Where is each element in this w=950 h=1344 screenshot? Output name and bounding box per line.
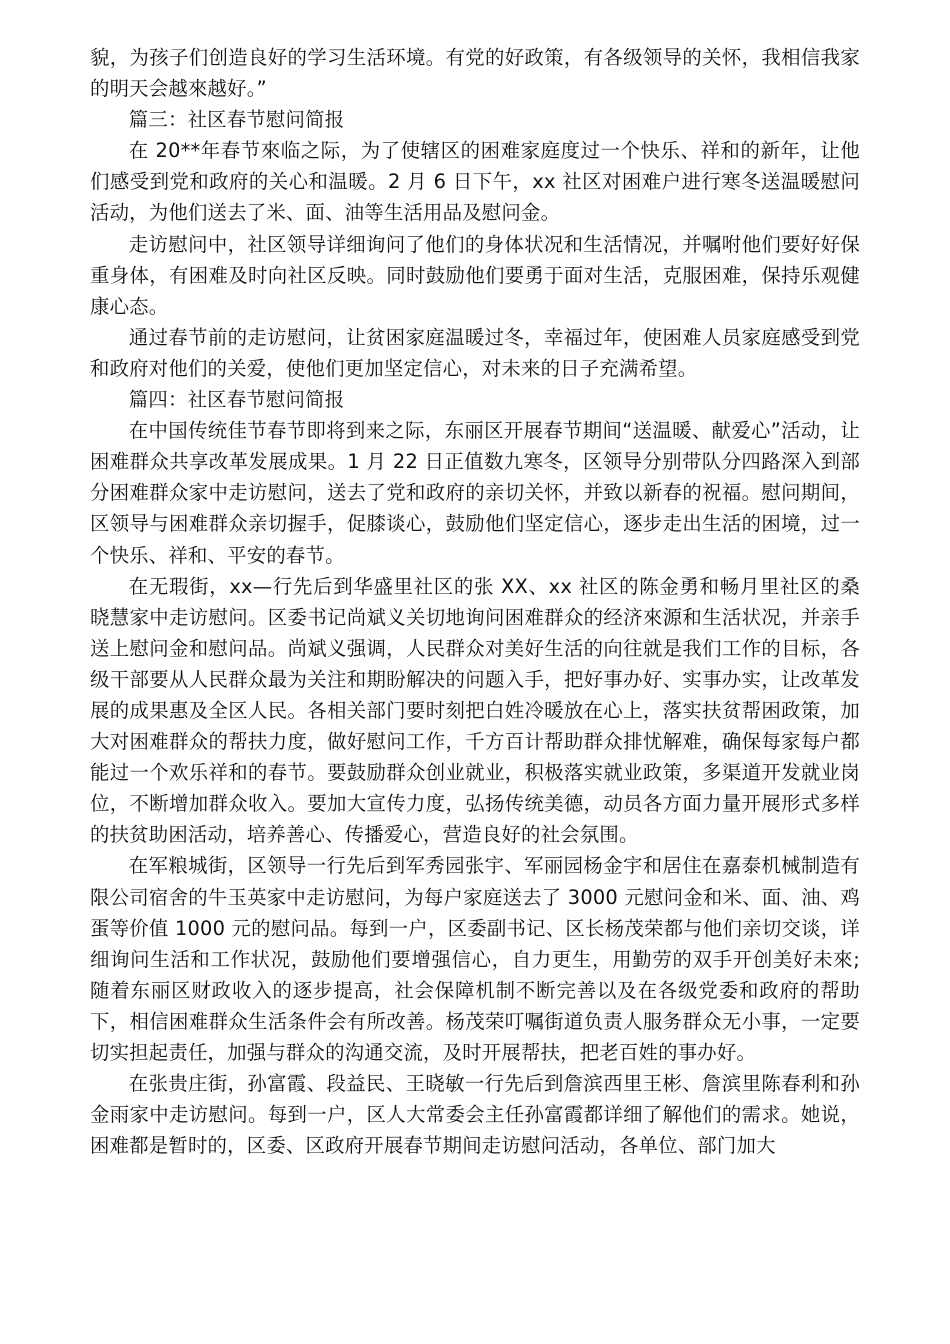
- paragraph: 在军粮城街，区领导一行先后到军秀园张宇、军丽园杨金宇和居住在嘉泰机械制造有限公司宿舍的牛玉英家中走访慰问，为每户家庭送去了 3000 元慰问金和米、面、油、鸡蛋等价值 1000 元的慰问品。每到一户，区委副书记、区长杨茂荣都与他们亲切交谈，详细询问生活和工作状况，鼓励他们要增强信心，自力更生，用勤劳的双手开创美好未來;随着东丽区财政收入的逐步提高，社会保障机制不断完善以及在各级党委和政府的帮助下，相信困难群众生活条件会有所改善。杨茂荣叮嘱街道负责人服务群众无小事，一定要切实担起责任，加强与群众的沟通交流，及时开展帮扶，把老百姓的事办好。: [90, 854, 860, 1064]
- section-heading-3: 篇三：社区春节慰问简报: [128, 108, 345, 132]
- paragraph: 通过春节前的走访慰问，让贫困家庭温暖过冬，幸福过年，使困难人员家庭感受到党和政府对他们的关爱，使他们更加坚定信心，对未来的日子充满希望。: [90, 325, 860, 380]
- section-heading-4: 篇四：社区春节慰问简报: [128, 388, 345, 412]
- document-page: [90, 42, 860, 1161]
- paragraph-continuation: 貌，为孩子们创造良好的学习生活环境。有党的好政策，有各级领导的关怀，我相信我家的明天会越來越好。”: [90, 46, 860, 101]
- paragraph: 走访慰问中，社区领导详细询问了他们的身体状况和生活情况，并嘱咐他们要好好保重身体，有困难及时向社区反映。同时鼓励他们要勇于面对生活，克服困难，保持乐观健康心态。: [90, 232, 860, 318]
- paragraph: 在张贵庄街，孙富霞、段益民、王晓敏一行先后到詹滨西里王彬、詹滨里陈春利和孙金雨家中走访慰问。每到一户，区人大常委会主任孙富霞都详细了解他们的需求。她说，困难都是暂时的，区委、区政府开展春节期间走访慰问活动，各单位、部门加大: [90, 1072, 860, 1158]
- paragraph: 在无瑕街，xx—行先后到华盛里社区的张 XX、xx 社区的陈金勇和畅月里社区的桑晓慧家中走访慰问。区委书记尚斌义关切地询问困难群众的经济來源和生活状况，并亲手送上慰问金和慰问品。尚斌义强调，人民群众对美好生活的向往就是我们工作的目标，各级干部要从人民群众最为关注和期盼解决的问题入手，把好事办好、实事办实，让改革发展的成果惠及全区人民。各相关部门要时刻把白姓冷暖放在心上，落实扶贫帮困政策，加大对困难群众的帮扶力度，做好慰问工作，千方百计帮助群众排忧解难，确保每家每户都能过一个欢乐祥和的春节。要鼓励群众创业就业，积极落实就业政策，多渠道开发就业岗位，不断增加群众收入。要加大宣传力度，弘扬传统美德，动员各方面力量开展形式多样的扶贫助困活动，培养善心、传播爱心，营造良好的社会氛围。: [90, 574, 860, 847]
- paragraph: 在中国传统佳节春节即将到来之际，东丽区开展春节期间“送温暖、献爱心”活动，让困难群众共享改革发展成果。1 月 22 日正值数九寒冬，区领导分别带队分四路深入到部分困难群众家中走访慰问，送去了党和政府的亲切关怀，并致以新春的祝福。慰问期间，区领导与困难群众亲切握手，促膝谈心，鼓励他们坚定信心，逐步走出生活的困境，过一个快乐、祥和、平安的春节。: [90, 419, 860, 567]
- paragraph: 在 20**年春节來临之际，为了使辖区的困难家庭度过一个快乐、祥和的新年，让他们感受到党和政府的关心和温暖。2 月 6 日下午，xx 社区对困难户进行寒冬送温暖慰问活动，为他们送去了米、面、油等生活用品及慰问金。: [90, 139, 860, 225]
